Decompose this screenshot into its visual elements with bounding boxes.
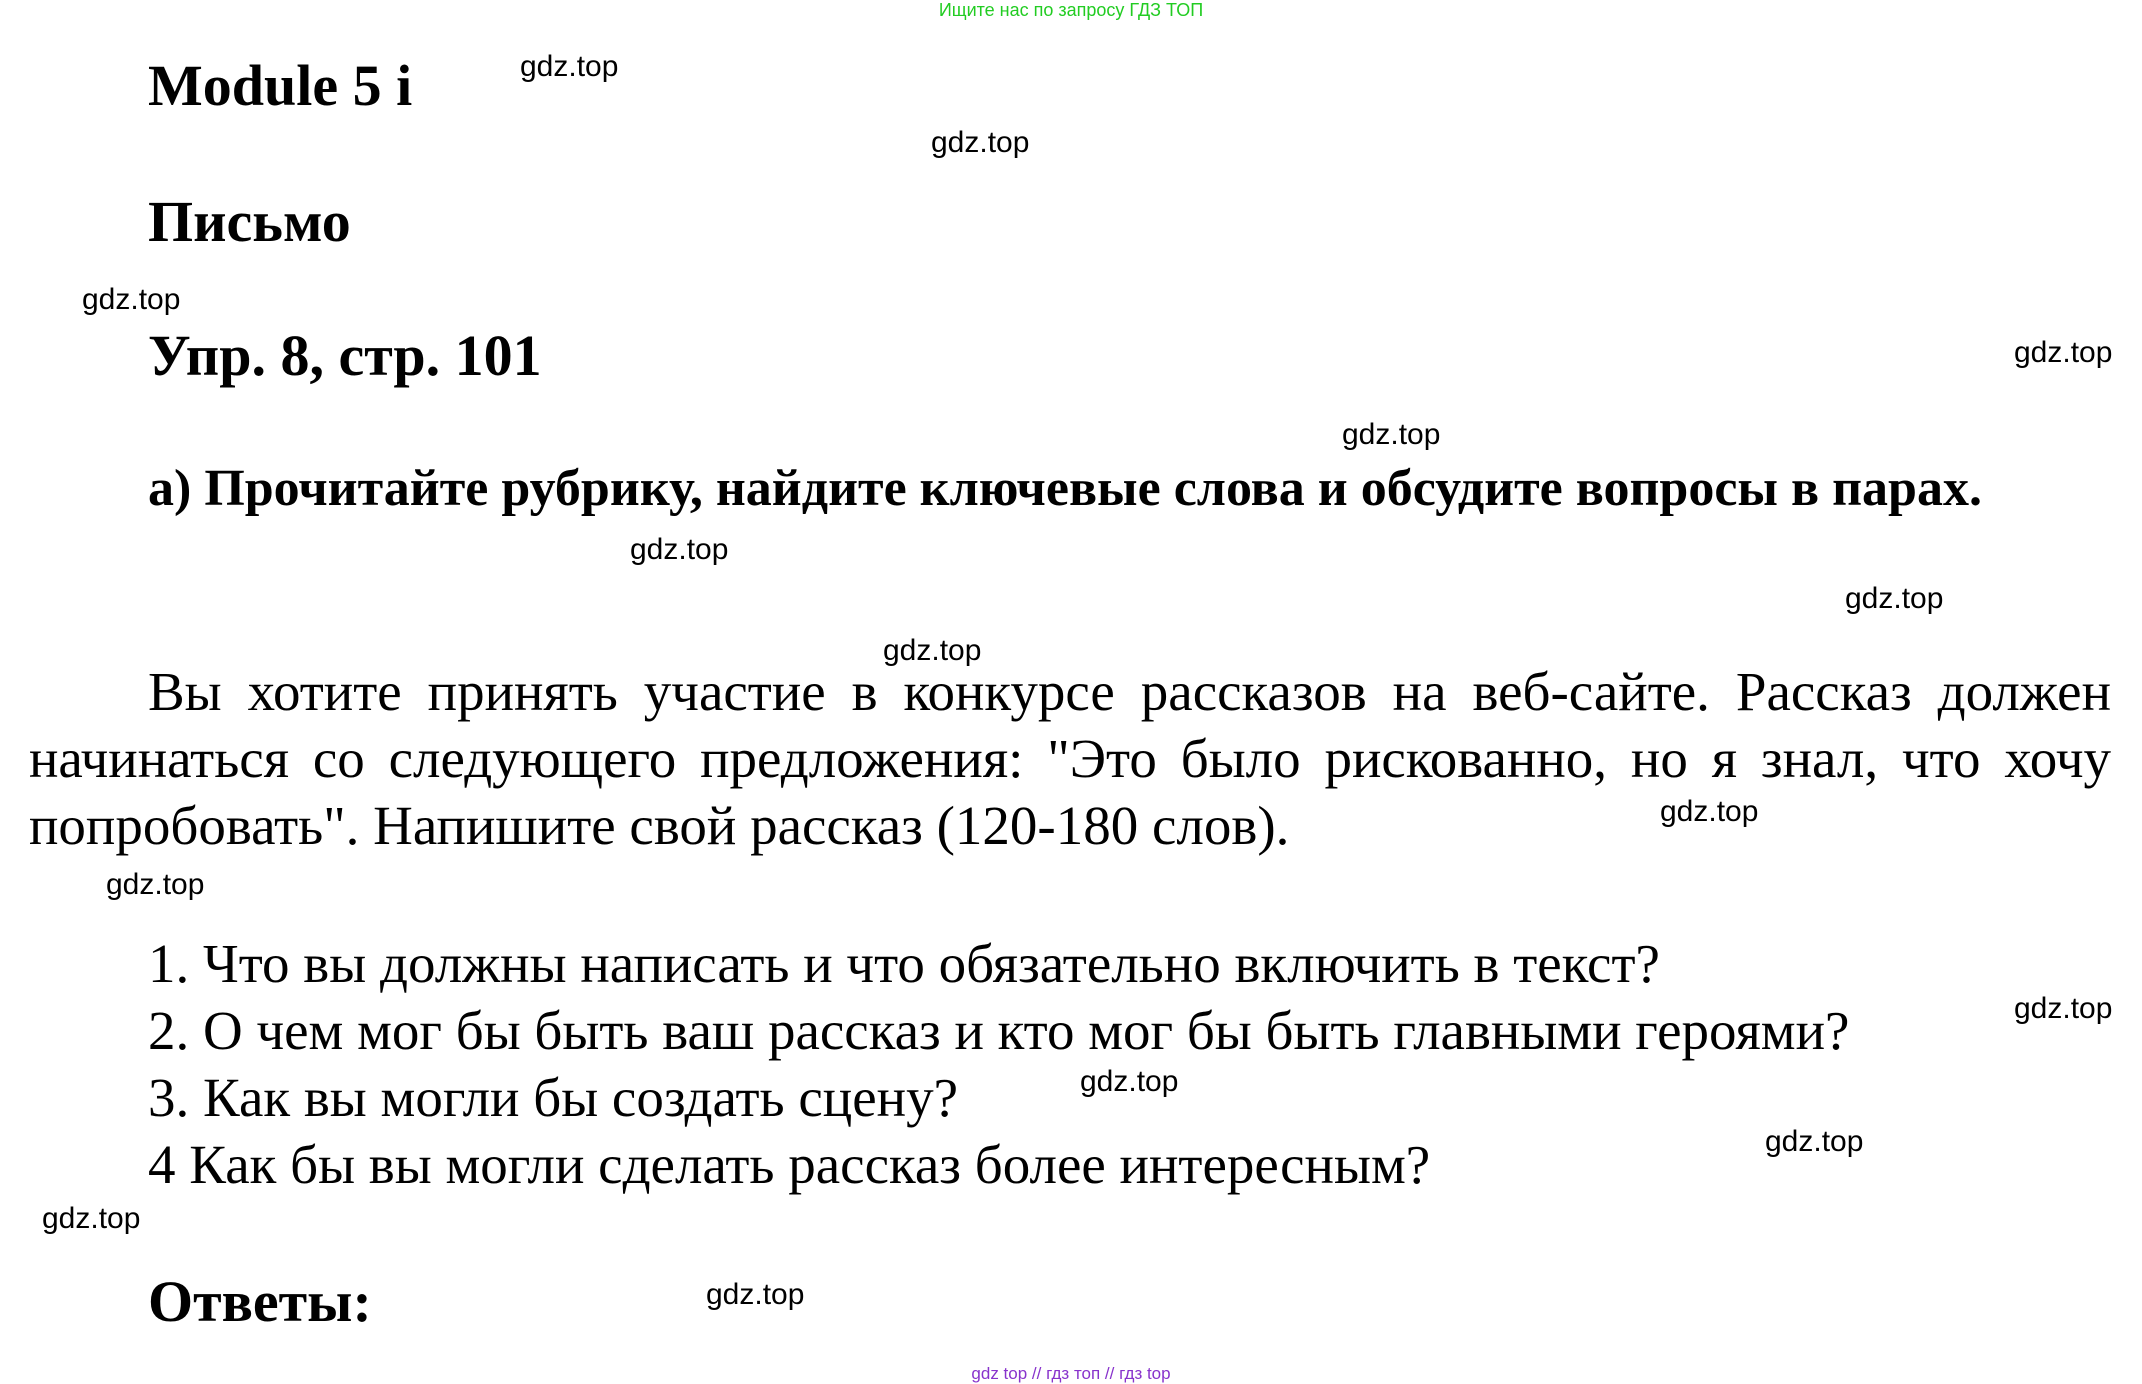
watermark: gdz.top (1660, 795, 1759, 828)
question-item-4: 4 Как бы вы могли сделать рассказ более интересным? (148, 1134, 1431, 1195)
question-list (148, 930, 1849, 1198)
watermark: gdz.top (706, 1278, 805, 1311)
watermark: gdz.top (1765, 1125, 1864, 1158)
question-item-1: 1. Что вы должны написать и что обязательно включить в текст? (148, 933, 1660, 994)
watermark: gdz.top (2014, 992, 2113, 1025)
section-title: Письмо (148, 189, 351, 254)
watermark: gdz.top (931, 126, 1030, 159)
answers-title: Ответы: (148, 1269, 372, 1334)
module-title: Module 5 i (148, 53, 413, 118)
footer-text[interactable]: gdz top // гдз топ // гдз top (971, 1364, 1171, 1383)
question-item-2: 2. О чем мог бы быть ваш рассказ и кто мог бы быть главными героями? (148, 1000, 1850, 1061)
watermark: gdz.top (520, 50, 619, 83)
assignment-text: Вы хотите принять участие в конкурсе рассказов на веб-сайте. Рассказ должен начинаться со следующего предложения: "Это было рискованно, но я знал, что хочу попробовать". Напишите свой рассказ (120-180 слов). (29, 661, 2111, 856)
watermark: gdz.top (1080, 1065, 1179, 1098)
watermark: gdz.top (1342, 418, 1441, 451)
question-item-3: 3. Как вы могли бы создать сцену? (148, 1067, 958, 1128)
exercise-title: Упр. 8, стр. 101 (148, 323, 542, 388)
watermark: gdz.top (630, 533, 729, 566)
top-banner[interactable] (0, 0, 2142, 21)
task-instruction: а) Прочитайте рубрику, найдите ключевые слова и обсудите вопросы в парах. (148, 460, 1982, 517)
watermark: gdz.top (106, 868, 205, 901)
watermark: gdz.top (2014, 336, 2113, 369)
watermark: gdz.top (1845, 582, 1944, 615)
watermark: gdz.top (82, 283, 181, 316)
footer-links[interactable] (0, 1364, 2142, 1384)
top-banner-text[interactable]: Ищите нас по запросу ГДЗ ТОП (938, 0, 1204, 20)
watermark: gdz.top (42, 1202, 141, 1235)
watermark: gdz.top (883, 634, 982, 667)
